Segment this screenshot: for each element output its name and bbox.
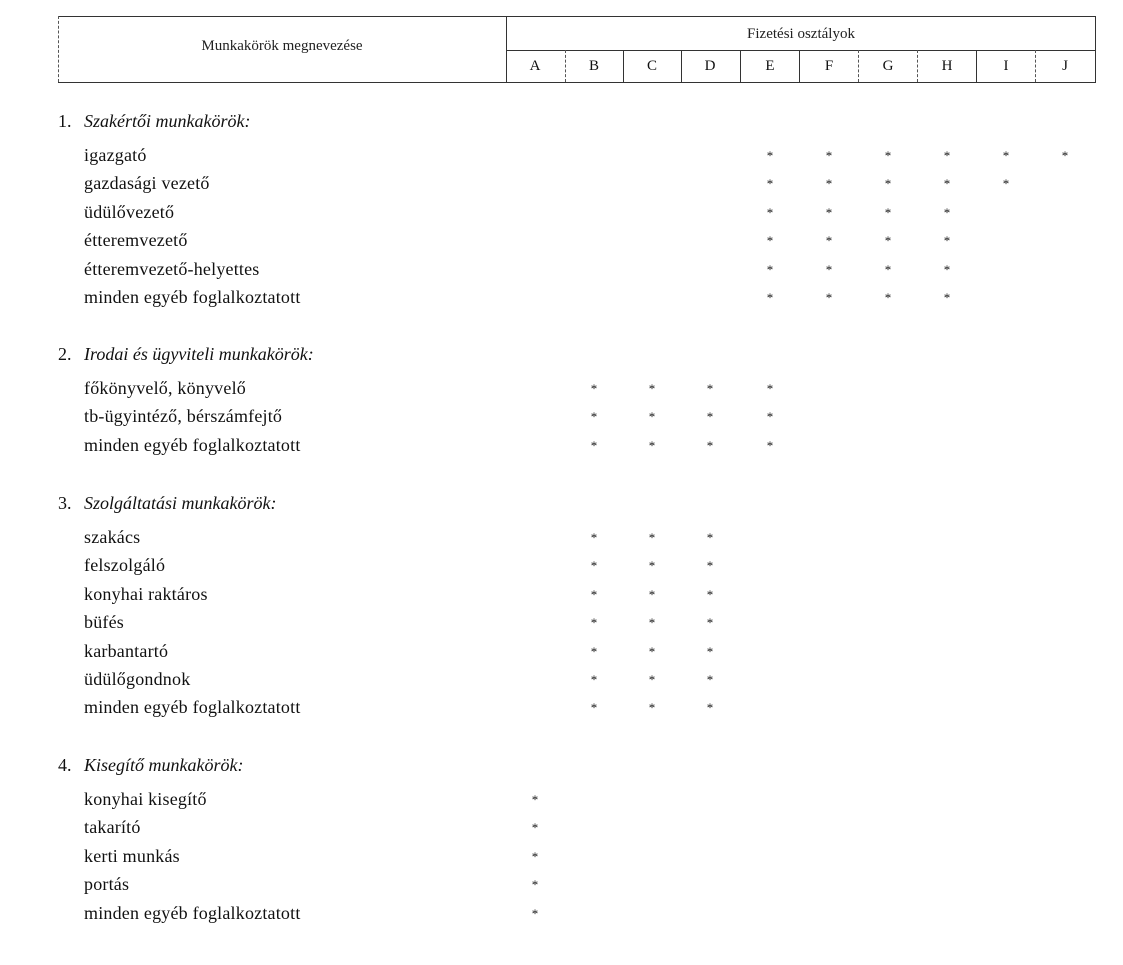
class-mark-c: * — [648, 530, 656, 545]
column-header-j: J — [1062, 58, 1068, 74]
class-mark-f: * — [825, 204, 833, 220]
job-title: üdülővezető — [84, 201, 175, 222]
class-mark-d: * — [706, 437, 714, 453]
header-top-rule — [58, 16, 1096, 17]
class-mark-e: * — [766, 204, 774, 220]
job-title: büfés — [84, 612, 124, 633]
class-mark-a: * — [531, 905, 539, 921]
class-mark-g: * — [884, 204, 892, 220]
classes-header: Fizetési osztályok — [747, 26, 855, 42]
column-separator — [917, 50, 918, 82]
column-header-g: G — [882, 58, 894, 74]
class-mark-h: * — [943, 204, 951, 220]
column-separator — [681, 50, 682, 82]
class-mark-d: * — [706, 586, 714, 602]
section-number: 2. — [58, 344, 72, 364]
class-mark-d: * — [706, 530, 714, 545]
class-mark-d: * — [706, 558, 714, 574]
job-title: kerti munkás — [84, 845, 180, 866]
job-title: étteremvezető-helyettes — [84, 258, 260, 279]
class-mark-f: * — [825, 233, 833, 249]
class-mark-c: * — [648, 643, 656, 659]
section-title — [58, 754, 243, 776]
class-mark-d: * — [706, 381, 714, 396]
column-header-f: F — [824, 58, 834, 74]
section-title-text: Szakértői munkakörök: — [84, 111, 251, 131]
class-mark-c: * — [648, 381, 656, 396]
column-separator — [1035, 50, 1036, 82]
section-title — [58, 492, 276, 514]
class-mark-b: * — [590, 643, 598, 659]
class-mark-c: * — [648, 437, 656, 453]
class-mark-g: * — [884, 233, 892, 249]
column-separator — [976, 50, 977, 82]
job-title: minden egyéb foglalkoztatott — [84, 434, 301, 455]
class-mark-h: * — [943, 290, 951, 305]
class-mark-i: * — [1002, 148, 1010, 163]
section-title-text: Kisegítő munkakörök: — [84, 755, 244, 775]
class-mark-h: * — [943, 176, 951, 192]
job-title: üdülőgondnok — [84, 669, 191, 689]
class-mark-e: * — [766, 409, 774, 425]
job-title: főkönyvelő, könyvelő — [84, 378, 246, 398]
job-title: felszolgáló — [84, 555, 166, 576]
class-mark-d: * — [706, 700, 714, 716]
class-mark-b: * — [590, 558, 598, 574]
job-title: konyhai raktáros — [84, 583, 208, 604]
section-number: 4. — [58, 755, 72, 775]
class-mark-d: * — [706, 615, 714, 631]
class-mark-f: * — [825, 290, 833, 305]
class-mark-g: * — [884, 261, 892, 277]
class-mark-b: * — [590, 530, 598, 545]
job-title: tb-ügyintéző, bérszámfejtő — [84, 406, 283, 427]
class-mark-h: * — [943, 261, 951, 277]
class-mark-g: * — [884, 176, 892, 192]
class-mark-i: * — [1002, 176, 1010, 192]
class-mark-c: * — [648, 672, 656, 687]
section-title — [58, 343, 314, 365]
class-mark-j: * — [1061, 148, 1069, 163]
job-title: konyhai kisegítő — [84, 789, 207, 809]
class-mark-c: * — [648, 700, 656, 716]
class-mark-b: * — [590, 437, 598, 453]
class-mark-c: * — [648, 409, 656, 425]
class-mark-h: * — [943, 233, 951, 249]
class-mark-c: * — [648, 558, 656, 574]
class-mark-b: * — [590, 586, 598, 602]
column-header-i: I — [1003, 58, 1009, 74]
class-mark-e: * — [766, 148, 774, 163]
class-mark-f: * — [825, 176, 833, 192]
column-header-d: D — [704, 58, 716, 74]
class-mark-g: * — [884, 148, 892, 163]
column-separator — [799, 50, 800, 82]
class-mark-e: * — [766, 437, 774, 453]
column-header-b: B — [588, 58, 599, 74]
section-number: 1. — [58, 111, 72, 131]
column-header-h: H — [941, 58, 953, 74]
class-mark-d: * — [706, 409, 714, 425]
class-mark-c: * — [648, 615, 656, 631]
job-title: étteremvezető — [84, 230, 188, 251]
job-title: minden egyéb foglalkoztatott — [84, 697, 301, 718]
class-mark-b: * — [590, 409, 598, 425]
section-title — [58, 110, 250, 132]
column-separator — [623, 50, 624, 82]
class-mark-e: * — [766, 261, 774, 277]
class-mark-b: * — [590, 700, 598, 716]
job-title: szakács — [84, 527, 141, 547]
column-separator — [740, 50, 741, 82]
job-title: minden egyéb foglalkoztatott — [84, 902, 301, 923]
class-mark-b: * — [590, 381, 598, 396]
class-mark-e: * — [766, 176, 774, 192]
column-header-c: C — [646, 58, 657, 74]
class-mark-d: * — [706, 643, 714, 659]
class-mark-a: * — [531, 877, 539, 893]
class-mark-c: * — [648, 586, 656, 602]
class-mark-d: * — [706, 672, 714, 687]
header-mid-rule — [506, 50, 1096, 51]
job-title: takarító — [84, 817, 141, 838]
class-mark-a: * — [531, 792, 539, 807]
class-mark-e: * — [766, 290, 774, 305]
column-header-e: E — [765, 58, 775, 74]
section-title-text: Irodai és ügyviteli munkakörök: — [84, 344, 314, 364]
class-mark-e: * — [766, 381, 774, 396]
job-title: gazdasági vezető — [84, 173, 210, 194]
job-title: karbantartó — [84, 640, 169, 661]
column-separator — [565, 50, 566, 82]
section-number: 3. — [58, 493, 72, 513]
job-title: portás — [84, 874, 130, 895]
class-mark-a: * — [531, 820, 539, 836]
header-bottom-rule — [58, 82, 1096, 83]
class-mark-b: * — [590, 615, 598, 631]
section-title-text: Szolgáltatási munkakörök: — [84, 493, 277, 513]
class-mark-f: * — [825, 261, 833, 277]
class-mark-f: * — [825, 148, 833, 163]
class-mark-e: * — [766, 233, 774, 249]
column-separator — [858, 50, 859, 82]
job-title: minden egyéb foglalkoztatott — [84, 287, 301, 307]
class-mark-g: * — [884, 290, 892, 305]
class-mark-a: * — [531, 848, 539, 864]
job-title: igazgató — [84, 145, 147, 165]
column-header-a: A — [529, 58, 541, 74]
class-mark-h: * — [943, 148, 951, 163]
class-mark-b: * — [590, 672, 598, 687]
row-label-header: Munkakörök megnevezése — [201, 38, 363, 54]
